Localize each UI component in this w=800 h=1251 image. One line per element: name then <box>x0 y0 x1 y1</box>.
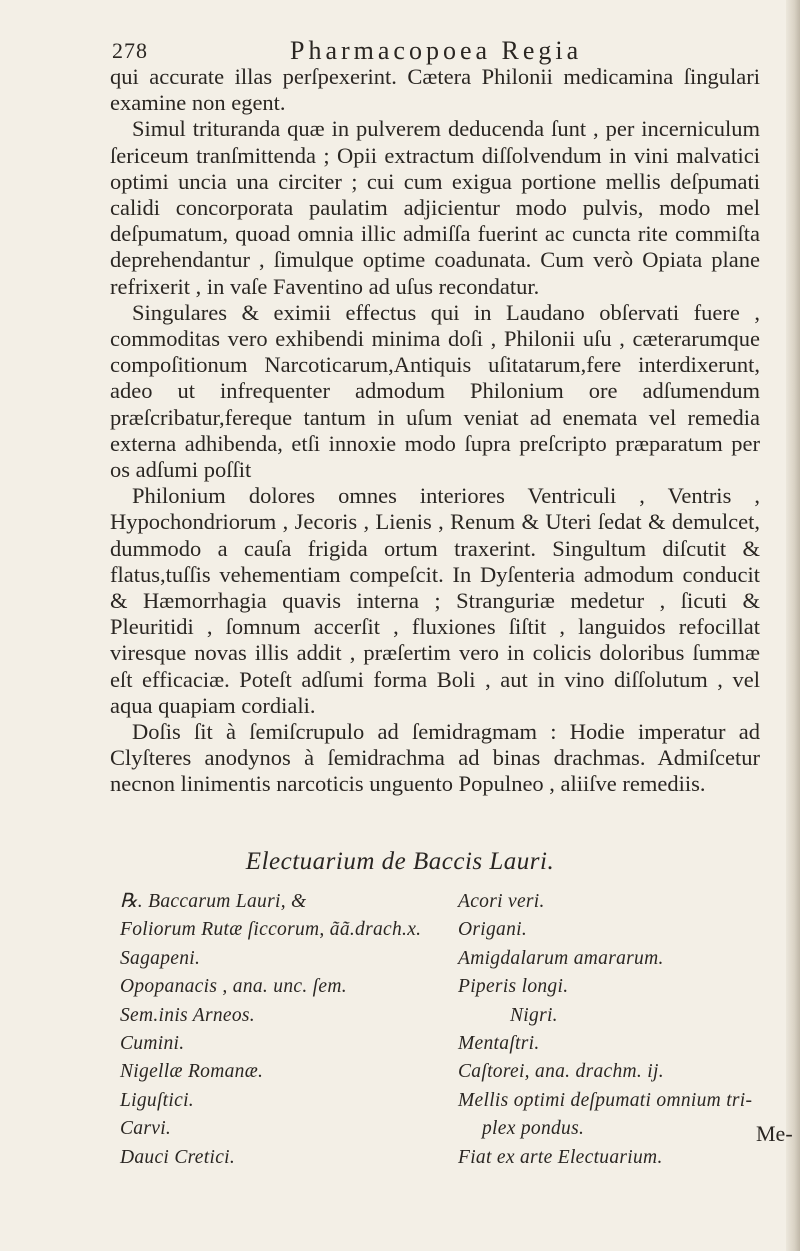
recipe-item: Foliorum Rutæ ſiccorum, ãã.drach.x. <box>120 919 422 941</box>
catchword: Me- <box>756 1121 793 1146</box>
recipe-item: Sem.inis Arneos. <box>120 1004 255 1026</box>
paragraph-continuation: qui accurate illas perſpexerint. Cætera Philonii medicamina ſingulari examine non egent. <box>110 64 760 116</box>
recipe-item: Mentaſtri. <box>458 1033 540 1055</box>
recipe-item: Amigdalarum amararum. <box>458 947 664 969</box>
recipe-item: Mellis optimi deſpumati omnium tri- <box>458 1089 753 1111</box>
recipe-item: plex pondus. <box>482 1118 585 1140</box>
paragraph-preparation: Simul trituranda quæ in pulverem deducenda ſunt , per incerniculum ſericeum tranſmittenda ; Opii extractum diſſolvendum in vini malvatici optimi uncia una circiter ; cui cum exigua portione mellis deſpumati calidi concorporata paulatim adjicientur modo pulvis, modo mel deſpumatum, quoad omnia illic admiſſa fuerint ac cuncta rite commiſta deprehendantur , ſimulque optime coadunata. Cum verò Opiata plane refrixerit , in vaſe Faventino ad uſus recondatur. <box>110 116 760 299</box>
recipe-item: Nigri. <box>510 1004 558 1026</box>
body-text <box>110 64 760 798</box>
recipe-item: ℞. Baccarum Lauri, & <box>120 891 307 912</box>
recipe-item: Fiat ex arte Electuarium. <box>458 1146 663 1168</box>
recipe-item: Nigellæ Romanæ. <box>120 1061 264 1083</box>
recipe-item: Caſtorei, ana. drachm. ij. <box>458 1061 664 1083</box>
running-title: Pharmacopoea Regia <box>290 36 583 65</box>
paragraph-dose: Doſis ſit à ſemiſcrupulo ad ſemidragmam : Hodie imperatur ad Clyſteres anodynos à ſemidrachma ad binas drachmas. Admiſcetur necnon linimentis narcoticis unguento Populneo , aliiſve remediis. <box>110 719 760 797</box>
page-number: 278 <box>112 38 148 63</box>
recipe-item: Piperis longi. <box>458 976 569 998</box>
recipe-item: Dauci Cretici. <box>120 1146 236 1168</box>
recipe-right-column <box>458 888 788 1172</box>
paragraph-virtues: Philonium dolores omnes interiores Ventriculi , Ventris , Hypochondriorum , Jecoris , Lienis , Renum & Uteri ſedat & demulcet, dummodo a cauſa frigida ortum traxerint. Singultum diſcutit & flatus,tuſſis vehementiam compeſcit. In Dyſenteria admodum conducit & Hæmorrhagia quavis interna ; Stranguriæ medetur , ſicuti & Pleuritidi , ſomnum accerſit , fluxiones ſiſtit , languidos refocillat viresque novas illis addit , præſertim vero in colicis doloribus ſummæ eſt efficaciæ. Poteſt adſumi forma Boli , aut in vino diſſolutum , vel aqua quapiam cordiali. <box>110 483 760 718</box>
recipe-left-column <box>118 888 458 1172</box>
recipe-item: Cumini. <box>120 1033 185 1055</box>
page-edge <box>786 0 800 1251</box>
recipe-item: Sagapeni. <box>120 947 201 969</box>
recipe-item: Opopanacis , ana. unc. ſem. <box>120 976 347 998</box>
section-title: Electuarium de Baccis Lauri. <box>245 848 555 875</box>
recipe-item: Liguſtici. <box>120 1089 194 1111</box>
recipe-item: Carvi. <box>120 1118 172 1140</box>
recipe-item: Acori veri. <box>458 891 545 912</box>
paragraph-laudanum: Singulares & eximii effectus qui in Laudano obſervati fuere , commoditas vero exhibendi minima doſi , Philonii uſu , cæterarumque compoſitionum Narcoticarum,Antiquis uſitatarum,fere interdixerunt, adeo ut infrequenter admodum Philonium ore adſumendum præſcribatur,fereque tantum in uſum veniat ad enemata vel remedia externa adhibenda, etſi innoxie modo ſupra preſcripto præparatum per os adſumi poſſit <box>110 299 760 483</box>
recipe-item: Origani. <box>458 919 528 941</box>
